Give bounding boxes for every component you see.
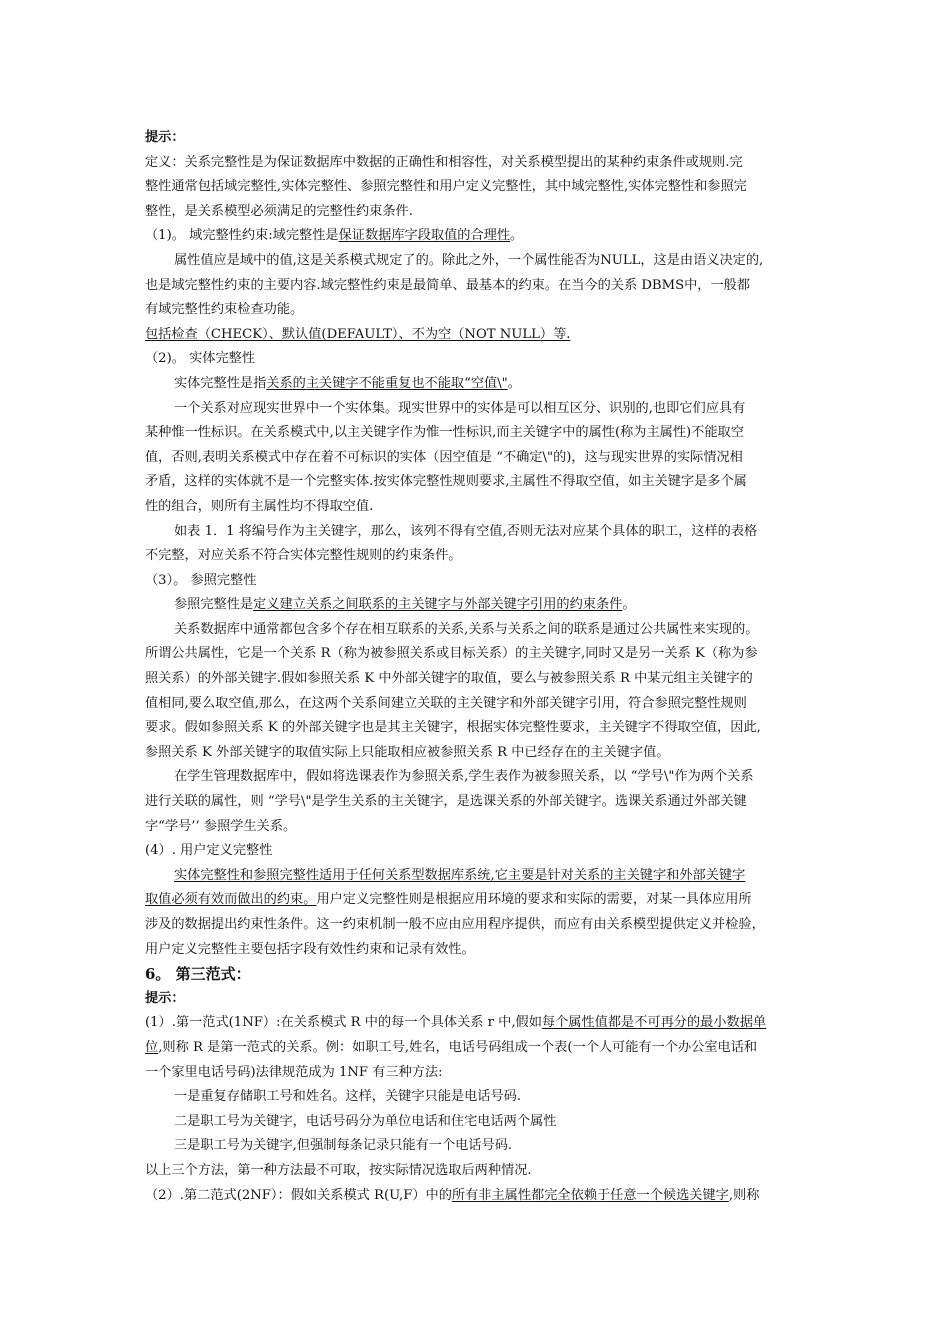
text-line	[145, 1159, 813, 1184]
text-segment: 一个关系对应现实世界中一个实体集。现实世界中的实体是可以相互区分、识别的,也即它们应具有	[174, 400, 746, 416]
text-segment: 属性值应是域中的值,这是关系模式规定了的。除此之外，一个属性能否为NULL，这是由语义决定的,	[174, 252, 764, 268]
text-line	[145, 274, 813, 299]
text-line	[145, 175, 813, 200]
text-segment: 字“学号’’ 参照学生关系。	[145, 818, 297, 834]
text-line	[145, 692, 813, 717]
text-line	[145, 765, 813, 790]
text-segment: 三是职工号为关键字,但强制每条记录只能有一个电话号码.	[174, 1138, 513, 1154]
text-segment: 提示：	[145, 990, 185, 1006]
text-line	[145, 716, 813, 741]
text-line	[145, 864, 813, 889]
text-line	[145, 1110, 813, 1135]
text-segment: 也是域完整性约束的主要内容.域完整性约束是最简单、最基本的约束。在当今的关系 DBMS中，一般都	[145, 277, 751, 293]
text-segment: 整性通常包括域完整性,实体完整性、参照完整性和用户定义完整性，其中域完整性,实体完整性和参照完	[145, 179, 747, 195]
text-segment: 定义：关系完整性是为保证数据库中数据的正确性和相容性，对关系模型提出的某种约束条件或规则.完	[145, 154, 743, 170]
text-line	[145, 839, 813, 864]
text-segment: 所谓公共属性，它是一个关系 R（称为被参照关系或目标关系）的主关键字,同时又是另一关系 K（称为参	[145, 646, 758, 662]
text-segment: （1)。 域完整性约束:域完整性是	[145, 228, 339, 244]
text-line	[145, 1085, 813, 1110]
text-line	[145, 200, 813, 225]
text-segment: 在学生管理数据库中，假如将选课表作为参照关系,学生表作为被参照关系，以 “学号\"作为两个关系	[174, 769, 754, 785]
text-line	[145, 421, 813, 446]
text-segment: 关系数据库中通常都包含多个存在相互联系的关系,关系与关系之间的联系是通过公共属性来实现的。	[174, 621, 759, 637]
text-segment: 。	[510, 228, 524, 244]
text-line	[145, 520, 813, 545]
text-segment: 用户定义完整性则是根据应用环境的要求和实际的需要，对某一具体应用所	[316, 892, 752, 908]
text-line	[145, 544, 813, 569]
text-line	[145, 790, 813, 815]
text-line	[145, 741, 813, 766]
text-line	[145, 1134, 813, 1159]
text-segment: (4）. 用户定义完整性	[145, 843, 273, 859]
text-segment: （2）.第二范式(2NF）：假如关系模式 R(U,F）中的	[145, 1187, 452, 1203]
underlined-text: 定义建立关系之间联系的主关键字与外部关键字引用的约束条件	[253, 597, 623, 613]
text-line	[145, 1036, 813, 1061]
text-line	[145, 618, 813, 643]
text-line	[145, 323, 813, 348]
underlined-text: 位	[145, 1039, 159, 1055]
text-segment: 性的组合，则所有主属性均不得取空值.	[145, 498, 374, 514]
text-line	[145, 249, 813, 274]
text-line	[145, 470, 813, 495]
text-line	[145, 397, 813, 422]
text-segment: 参照关系 K 外部关键字的取值实际上只能取相应被参照关系 R 中已经存在的主关键字值。	[145, 744, 670, 760]
text-line	[145, 938, 813, 963]
text-segment: 矛盾，这样的实体就不是一个完整实体.按实体完整性规则要求,主属性不得取空值，如主关键字是多个属	[145, 474, 747, 490]
text-segment: ,则称 R 是第一范式的关系。例：如职工号,姓名，电话号码组成一个表(一个人可能有一个办公室电话和	[158, 1039, 758, 1055]
text-line	[145, 1061, 813, 1086]
underlined-text: 包括检查（CHECK）、默认值(DEFAULT）、不为空（NOT NULL）等.	[145, 326, 571, 342]
text-line	[145, 569, 813, 594]
text-segment: 。	[507, 375, 521, 391]
text-segment: 值相同,要么取空值,那么，在这两个关系间建立关联的主关键字和外部关键字引用，符合参照完整性规则	[145, 695, 747, 711]
text-segment: 用户定义完整性主要包括字段有效性约束和记录有效性。	[145, 941, 475, 957]
text-segment: 一是重复存储职工号和姓名。这样，关键字只能是电话号码.	[174, 1089, 522, 1105]
text-line	[145, 642, 813, 667]
text-segment: （3）。 参照完整性	[145, 572, 257, 588]
hint-label	[145, 987, 813, 1012]
underlined-text: 关系的主关键字不能重复也不能取“空值\"	[266, 375, 508, 391]
text-segment: 不完整，对应关系不符合实体完整性规则的约束条件。	[145, 548, 462, 564]
text-segment: 涉及的数据提出约束性条件。这一约束机制一般不应由应用程序提供，而应有由关系模型提供定义并检验，	[145, 917, 765, 932]
text-line	[145, 372, 813, 397]
text-segment: (1）.第一范式(1NF）:在关系模式 R 中的每一个具体关系 r 中,假如	[145, 1015, 542, 1031]
text-segment: 照关系）的外部关键字.假如参照关系 K 中外部关键字的取值，要么与被参照关系 R 中某元组主关键字的	[145, 671, 753, 687]
text-segment: 有域完整性约束检查功能。	[145, 302, 304, 318]
text-segment: 实体完整性是指	[174, 375, 267, 391]
text-line	[145, 495, 813, 520]
text-segment: 6。 第三范式：	[145, 965, 251, 984]
text-segment: 值，否则,表明关系模式中存在着不可标识的实体（因空值是 “不确定\"的)，这与现实世界的实际情况相	[145, 449, 743, 465]
text-line	[145, 888, 813, 913]
text-segment: 如表 1．1 将编号作为主关键字，那么，该列不得有空值,否则无法对应某个具体的职工，这样的表格	[174, 523, 758, 539]
text-line	[145, 667, 813, 692]
text-segment: （2)。 实体完整性	[145, 351, 256, 367]
text-segment: ,则称	[728, 1187, 760, 1203]
text-line	[145, 815, 813, 840]
text-segment: 提示：	[145, 130, 185, 145]
text-segment: 要求。假如参照关系 K 的外部关键字也是其主关键字，根据实体完整性要求，主关键字不得取空值，因此,	[145, 720, 761, 736]
underlined-text: 保证数据库字段取值的合理性	[338, 228, 511, 244]
text-line	[145, 347, 813, 372]
text-line	[145, 1184, 813, 1209]
text-line	[145, 224, 813, 249]
text-segment: 整性，是关系模型必须满足的完整性约束条件.	[145, 203, 413, 219]
text-line	[145, 446, 813, 471]
text-segment: 一个家里电话号码)法律规范成为 1NF 有三种方法:	[145, 1064, 443, 1080]
text-line	[145, 298, 813, 323]
text-segment: 以上三个方法，第一种方法最不可取，按实际情况选取后两种情况.	[145, 1162, 532, 1178]
text-segment: 参照完整性是	[174, 597, 254, 613]
underlined-text: 取值必须有效而做出的约束。	[145, 892, 317, 908]
text-line	[145, 1011, 813, 1036]
text-line	[145, 151, 813, 176]
underlined-text: 每个属性值都是不可再分的最小数据单	[541, 1015, 767, 1031]
hint-label	[145, 126, 813, 151]
document-body	[145, 126, 813, 1208]
text-segment: 二是职工号为关键字，电话号码分为单位电话和住宅电话两个属性	[174, 1113, 557, 1129]
underlined-text: 所有非主属性都完全依赖于任意一个候选关键字	[451, 1187, 729, 1203]
section-heading	[145, 962, 813, 987]
text-segment: 。	[622, 597, 636, 613]
underlined-text: 实体完整性和参照完整性适用于任何关系型数据库系统,它主要是针对关系的主关键字和外部关键字	[174, 867, 746, 883]
text-line	[145, 913, 813, 938]
text-line	[145, 593, 813, 618]
text-segment: 进行关联的属性，则 “学号\"是学生关系的主关键字，是选课关系的外部关键字。选课关系通过外部关键	[145, 794, 747, 810]
text-segment: 某种惟一性标识。在关系模式中,以主关键字作为惟一性标识,而主关键字中的属性(称为主属性)不能取空	[145, 425, 744, 441]
